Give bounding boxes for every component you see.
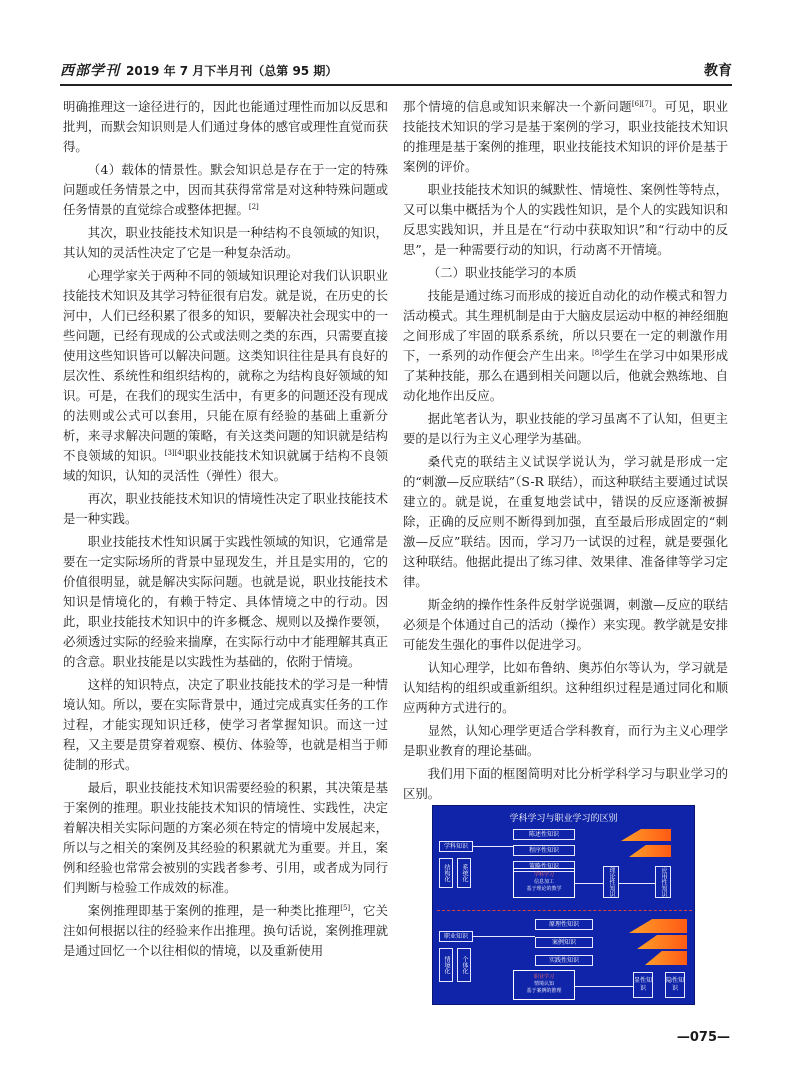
- diagram-text: 基于案例的推理: [526, 988, 562, 994]
- paragraph-text: 认知心理学，比如布鲁纳、奥苏伯尔等认为，学习就是认知结构的组织或重新组织。这种组织过程是通过同化和顺应两种方式进行的。: [403, 660, 728, 715]
- journal-logo: 西部学刊: [60, 63, 120, 79]
- section-label: 教育: [704, 63, 732, 79]
- paragraph: [63, 266, 388, 486]
- paragraph-text: ，它关注如何根据以往的经验来作出推理。换句话说，案例推理就是通过回忆一个以往相似的情境，以及重新使用: [63, 903, 389, 958]
- diagram-connector: [575, 883, 603, 884]
- page-header: [60, 60, 732, 82]
- paragraph-text: 我们用下面的框图简明对比分析学科学习与职业学习的区别。: [403, 766, 728, 801]
- comparison-diagram: [432, 805, 695, 1005]
- paragraph-text: （4）载体的情景性。默会知识总是存在于一定的特殊问题或任务情景之中，因而其获得常常是对这种特殊问题或任务情景的直觉综合或整体把握。: [63, 162, 388, 217]
- diagram-shape: [645, 951, 687, 965]
- page-number: —075—: [676, 1030, 730, 1045]
- citation-ref: [8]: [592, 348, 602, 357]
- diagram-box: 原理性知识: [535, 919, 593, 930]
- right-column: [403, 97, 728, 807]
- paragraph-text: 案例推理即基于案例的推理，是一种类比推理: [87, 903, 341, 918]
- diagram-text: 基于理论的教学: [526, 886, 562, 892]
- diagram-shape: [629, 845, 671, 857]
- paragraph: [403, 180, 728, 260]
- diagram-connector: [473, 846, 513, 847]
- diagram-box: 结构化: [439, 858, 453, 888]
- diagram-box: 应用性知识: [655, 866, 671, 898]
- citation-ref: [2]: [248, 202, 259, 211]
- paragraph-text: 显然，认知心理学更适合学科教育，而行为主义心理学是职业教育的理论基础。: [403, 723, 728, 758]
- paragraph-text: 学生在学习中如果形成了某种技能，那么在遇到相关问题以后，他就会熟练地、自动化地作出反应。: [403, 348, 728, 403]
- paragraph-text: 心理学家关于两种不同的领域知识理论对我们认识职业技能技术知识及其学习特征很有启发。就是说，在历史的长河中，人们已经积累了很多的知识，要解决社会现实中的一些问题，已经有现成的公式或法则之类的东西，只需要直接使用这些知识皆可以解决问题。这类知识往往是具有良好的层次性、系统性和组织结构的，就称之为结构良好领域的知识。可是，在我们的现实生活中，有更多的问题还没有现成的法则或公式可以套用，只能在原有经验的基础上重新分析，来寻求解决问题的策略，有关这类问题的知识就是结构不良领域的知识。: [63, 268, 388, 463]
- paragraph-text: 职业技能技术性知识属于实践性领域的知识，它通常是要在一定实际场所的背景中显现发生，并且是实用的，它的价值很明显，就是解决实际问题。也就是说，职业技能技术知识是情境化的，有赖于特定、具体情境之中的行动。因此，职业技能技术知识中的许多概念、规则以及操作要领，必须透过实际的经验来揣摩，在实际行动中才能理解其真正的含意。职业技能是以实践性为基础的，依附于情境。: [63, 534, 388, 669]
- diagram-connector: [619, 883, 655, 884]
- paragraph-text: 职业技能技术知识就属于结构不良领域的知识，认知的灵活性（弹性）很大。: [63, 448, 388, 483]
- citation-ref: [6][7]: [631, 99, 652, 108]
- paragraph: [403, 286, 728, 406]
- diagram-box: 案例知识: [535, 937, 593, 948]
- paragraph: [63, 901, 388, 961]
- citation-ref: [3][4]: [164, 448, 185, 457]
- diagram-shape: [629, 919, 687, 933]
- paragraph: [63, 778, 388, 898]
- paragraph: [63, 97, 388, 157]
- paragraph-text: 斯金纳的操作性条件反射学说强调，刺激—反应的联结必须是个体通过自己的活动（操作）来实现。教学就是安排可能发生强化的事件以促进学习。: [403, 597, 728, 652]
- paragraph: [403, 409, 728, 449]
- diagram-box: 程序性知识: [513, 845, 575, 856]
- diagram-text: 情境认知: [533, 981, 554, 987]
- diagram-box: 理论性知识: [603, 866, 619, 898]
- paragraph: [403, 764, 728, 804]
- paragraph-text: 其次，职业技能技术知识是一种结构不良领域的知识，其认知的灵活性决定了它是一种复杂活动。: [63, 225, 388, 260]
- paragraph-text: 据此笔者认为，职业技能的学习虽离不了认知，但更主要的是以行为主义心理学为基础。: [403, 411, 728, 446]
- paragraph-text: 。可见，职业技能技术知识的学习是基于案例的学习，职业技能技术知识的推理是基于案例的推理，职业技能技术知识的评价是基于案例的评价。: [403, 99, 729, 174]
- diagram-title: 学科学习与职业学习的区别: [509, 814, 618, 824]
- citation-ref: [5]: [340, 903, 351, 912]
- paragraph-text: （二）职业技能学习的本质: [427, 265, 577, 280]
- paragraph: [63, 532, 388, 672]
- left-column: [63, 97, 388, 964]
- paragraph-text: 桑代克的联结主义试误学说认为，学习就是形成一定的“刺激—反应联结”（S-R 联结），而这种联结主要通过试误建立的。就是说，在重复地尝试中，错误的反应逐渐被摒除，正确的反应则不断得到加强，直至最后形成固定的“刺激—反应”联结。因而，学习乃一试误的过程，就是要强化这种联结。他据此提出了练习律、效果律、准备律等学习定律。: [403, 454, 728, 589]
- paragraph: [403, 97, 728, 177]
- diagram-text: 信息加工: [533, 879, 554, 885]
- diagram-center-bottom: [513, 970, 575, 1000]
- paragraph: [63, 675, 388, 775]
- diagram-box: 实践性知识: [535, 955, 593, 966]
- diagram-box: 个体化: [457, 948, 471, 982]
- diagram-box: 职业知识: [439, 931, 473, 942]
- paragraph: [63, 160, 388, 220]
- diagram-shape: [637, 935, 687, 949]
- paragraph: [403, 452, 728, 592]
- diagram-box: 陈述性知识: [513, 829, 575, 840]
- diagram-divider: [437, 910, 692, 911]
- paragraph-text: 再次，职业技能技术知识的情境性决定了职业技能技术是一种实践。: [63, 491, 388, 526]
- diagram-box: 显性知识: [633, 972, 653, 998]
- paragraph-text: 这样的知识特点，决定了职业技能技术的学习是一种情境认知。所以，要在实际背景中，通过完成真实任务的工作过程，才能实现知识迁移，使学习者掌握知识。而这一过程，又主要是贯穿着观察、模仿、体验等，也就是相当于师徒制的形式。: [63, 677, 388, 772]
- diagram-connector: [575, 986, 633, 987]
- diagram-box: 策略性知识: [513, 861, 575, 872]
- issue-info: 2019 年 7 月下半月刊（总第 95 期）: [126, 64, 338, 78]
- paragraph-text: 那个情境的信息或知识来解决一个新问题: [403, 99, 632, 114]
- paragraph-text: 职业技能技术知识的缄默性、情境性、案例性等特点，又可以集中概括为个人的实践性知识，是个人的实践知识和反思实践知识，并且是在“行动中获取知识”和“行动中的反思”，是一种需要行动的知识，行动离不开情境。: [403, 182, 728, 257]
- paragraph: [403, 595, 728, 655]
- paragraph: [63, 489, 388, 529]
- paragraph-text: 明确推理这一途径进行的，因此也能通过理性而加以反思和批判，而默会知识则是人们通过身体的感官或理性直觉而获得。: [63, 99, 388, 154]
- paragraph: [63, 223, 388, 263]
- paragraph: [403, 658, 728, 718]
- diagram-shape: [621, 829, 671, 841]
- section-heading: [403, 263, 728, 283]
- diagram-center-top: [513, 868, 575, 898]
- diagram-connector: [473, 936, 535, 937]
- diagram-box: 学科知识: [439, 841, 473, 852]
- paragraph-text: 最后，职业技能技术知识需要经验的积累，其决策是基于案例的推理。职业技能技术知识的情境性、实践性，决定着解决相关实际问题的方案必须在特定的情境中发展起来，所以与之相关的案例及其经验的积累就尤为重要。并且，案例和经验也常常会被别的实践者参考、引用，或者成为同行们判断与检验工作成效的标准。: [63, 780, 388, 895]
- paragraph: [403, 721, 728, 761]
- diagram-box: 隐性知识: [665, 972, 685, 998]
- diagram-box: 情境化: [439, 948, 453, 982]
- diagram-box: 系统化: [457, 858, 471, 888]
- diagram-text: 学科学习: [533, 872, 554, 878]
- diagram-text: 职业学习: [533, 974, 554, 980]
- paragraph-text: 技能是通过练习而形成的接近自动化的动作模式和智力活动模式。其生理机制是由于大脑皮层运动中枢的神经细胞之间形成了牢固的联系系统，所以只要在一定的刺激作用下，一系列的动作便会产生出来。: [403, 288, 728, 363]
- header-rule: [60, 84, 732, 86]
